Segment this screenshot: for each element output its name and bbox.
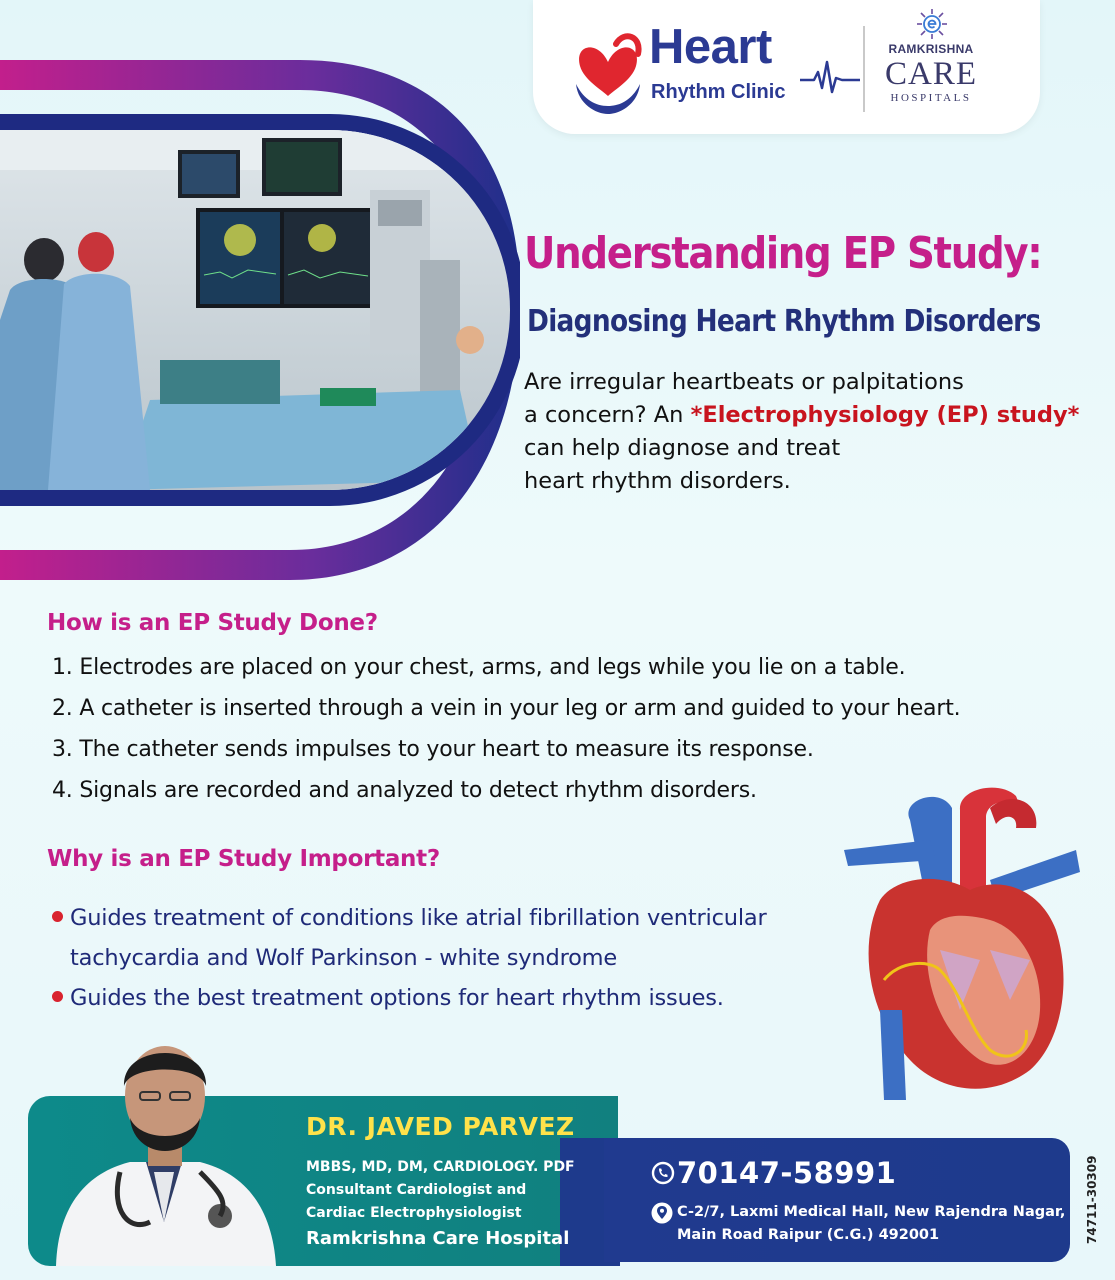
phone-number[interactable]: 70147-58991: [677, 1156, 897, 1190]
page-subtitle: Diagnosing Heart Rhythm Disorders: [527, 304, 1041, 339]
registration-code: 74711-30309: [1085, 1155, 1099, 1245]
clinic-subname: Rhythm Clinic: [651, 81, 786, 103]
intro-highlight: *Electrophysiology (EP) study*: [690, 402, 1080, 428]
how-heading: How is an EP Study Done?: [47, 610, 378, 636]
intro-paragraph: [524, 366, 1104, 498]
hospital-name-main: CARE: [884, 56, 977, 92]
page-title: Understanding EP Study:: [524, 228, 1042, 279]
bullet-list: [52, 898, 852, 1018]
list-item: [52, 978, 852, 1018]
why-heading: Why is an EP Study Important?: [47, 846, 440, 872]
whatsapp-phone-icon: [651, 1161, 675, 1185]
list-item: [52, 898, 852, 978]
intro-line: [524, 399, 1104, 432]
bullet-text: Guides the best treatment options for heart rhythm issues.: [70, 985, 724, 1011]
address-line: Main Road Raipur (C.G.) 492001: [677, 1227, 940, 1243]
bullet-text: Guides treatment of conditions like atrial fibrillation ventricular tachycardia and Wolf Parkinson - white syndrome: [70, 905, 767, 971]
bullet-dot: [52, 911, 63, 922]
hospital-name-top: RAMKRISHNA: [888, 42, 974, 56]
intro-line: can help diagnose and treat: [524, 435, 841, 461]
list-item: 4. Signals are recorded and analyzed to detect rhythm disorders.: [52, 778, 757, 803]
doctor-role: Consultant Cardiologist and: [306, 1182, 527, 1198]
hospital-name-bottom: HOSPITALS: [890, 92, 972, 104]
pulse-line-icon: [800, 58, 860, 98]
hands-heart-icon: [572, 22, 644, 122]
procedure-photo: [0, 60, 520, 590]
doctor-qualifications: MBBS, MD, DM, CARDIOLOGY. PDF: [306, 1159, 575, 1175]
address-line: C-2/7, Laxmi Medical Hall, New Rajendra Nagar,: [677, 1204, 1066, 1220]
clinic-name: Heart: [649, 20, 772, 74]
doctor-photo: [50, 1022, 280, 1266]
logo-divider: [863, 26, 865, 112]
list-item: 2. A catheter is inserted through a vein in your leg or arm and guided to your heart.: [52, 696, 961, 721]
intro-line: heart rhythm disorders.: [524, 468, 791, 494]
bullet-dot: [52, 991, 63, 1002]
doctor-role: Cardiac Electrophysiologist: [306, 1205, 522, 1221]
list-item: 3. The catheter sends impulses to your heart to measure its response.: [52, 737, 814, 762]
doctor-name: DR. JAVED PARVEZ: [306, 1112, 575, 1141]
location-pin-icon: [651, 1202, 673, 1224]
list-item: 1. Electrodes are placed on your chest, arms, and legs while you lie on a table.: [52, 655, 906, 680]
intro-text: a concern? An: [524, 402, 691, 428]
heart-anatomy-image: [840, 780, 1080, 1100]
intro-line: Are irregular heartbeats or palpitations: [524, 369, 964, 395]
doctor-hospital: Ramkrishna Care Hospital: [306, 1228, 570, 1249]
care-emblem-icon: [916, 8, 948, 40]
